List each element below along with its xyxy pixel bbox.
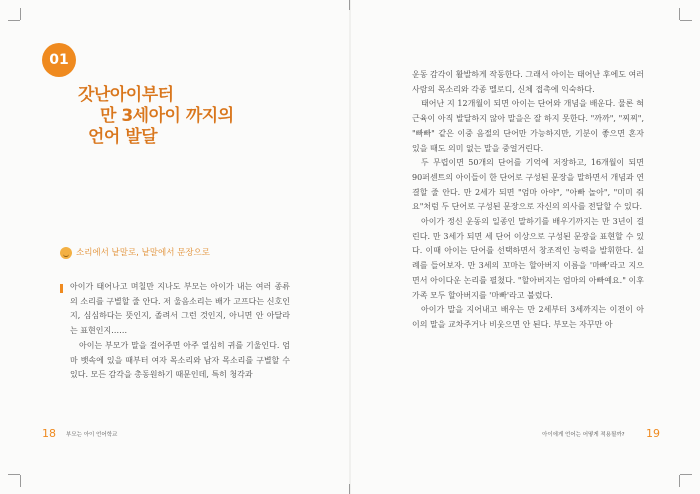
section-subheading: 소리에서 낱말로, 낱말에서 문장으로: [76, 248, 210, 258]
book-gutter: [349, 0, 351, 494]
running-head: 부모는 아이 언어학교: [66, 432, 118, 438]
chapter-number-badge: 01: [42, 43, 76, 77]
body-paragraph: 태어난 지 12개월이 되면 아이는 단어와 개념을 배운다. 물론 혀 근육이 아직 발달하지 않아 말을은 잘 하지 못한다. "까까", "찌찌", "빠빠" 같은 이중 음절의 단어만 가능하지만, 기분이 좋으면 혼자 있을 때도 의미 없는 말을 중얼거린다.: [412, 99, 644, 153]
page-number: 19: [646, 427, 660, 440]
crop-mark: [349, 484, 350, 494]
smiley-icon: [60, 247, 72, 259]
crop-mark: [20, 8, 21, 20]
page-number: 18: [42, 427, 56, 440]
crop-mark: [680, 474, 692, 475]
crop-mark: [8, 474, 20, 475]
body-paragraph: 두 무렵이면 50개의 단어를 기억에 저장하고, 16개월이 되면 90퍼센트의 아이들이 한 단어로 구성된 문장을 말하면서 개념과 연결할 줄 안다. 만 2세가 되면 "엄마 아야", "아빠 놀아", "미미 줘요"처럼 두 단어로 구성된 문장으로 자신의 의사를 전달할 수 있다.: [412, 158, 644, 212]
body-paragraph: 아이가 정신 운동의 일종인 말하기를 배우기까지는 만 3년이 걸린다. 만 3세가 되면 세 단어 이상으로 구성된 문장을 표현할 수 있다. 이때 아이는 단어를 선택하면서 창조적인 능력을 발휘한다. 실례를 들어보자. 만 3세의 꼬마는 할아버지 이름을 '마빠'라고 지으면서 아이다운 논리를 펼쳤다. "할아버지는 엄마의 아빠예요." 이후 가족 모두 할아버지를 '마빠'라고 불렀다.: [412, 217, 644, 300]
crop-mark: [680, 20, 692, 21]
crop-mark: [679, 8, 680, 20]
running-head: 아이에게 언어는 어떻게 적용될까?: [542, 432, 625, 438]
chapter-title-line-1: 갓난아이부터: [78, 85, 174, 105]
right-body-text: [412, 68, 644, 333]
body-paragraph: 아이는 부모가 말을 걸어주면 아주 열심히 귀를 기울인다. 엄마 뱃속에 있을 때부터 여자 목소리와 남자 목소리를 구별할 수 있다. 모든 감각을 총동원하기 때문인데, 특히 청각과: [70, 340, 290, 380]
crop-mark: [8, 20, 20, 21]
left-body-text: [70, 280, 290, 383]
right-page: [350, 0, 700, 494]
body-paragraph: 아이가 말을 지어내고 배우는 만 2세부터 3세까지는 이전이 아이의 말을 교차주거나 비웃으면 안 된다. 부모는 자꾸만 아: [412, 305, 644, 329]
crop-mark: [349, 0, 350, 10]
body-paragraph: 운동 감각이 활발하게 작동한다. 그래서 아이는 태어난 후에도 여러 사람의 목소리와 각종 멜로디, 신체 접촉에 익숙하다.: [412, 70, 644, 94]
chapter-title-line-2: 만 3세아이 까지의: [100, 106, 234, 126]
body-paragraph: 아이가 태어나고 며칠만 지나도 부모는 아이가 내는 여러 종류의 소리를 구별할 줄 안다. 저 울음소리는 배가 고프다는 신호인지, 심심하다는 뜻인지, 졸려서 그런 것인지, 아니면 안 아달라는 표현인지……: [70, 282, 290, 336]
paragraph-marker: [60, 284, 63, 293]
crop-mark: [20, 475, 21, 487]
crop-mark: [679, 475, 680, 487]
chapter-title-line-3: 언어 발달: [88, 127, 158, 147]
